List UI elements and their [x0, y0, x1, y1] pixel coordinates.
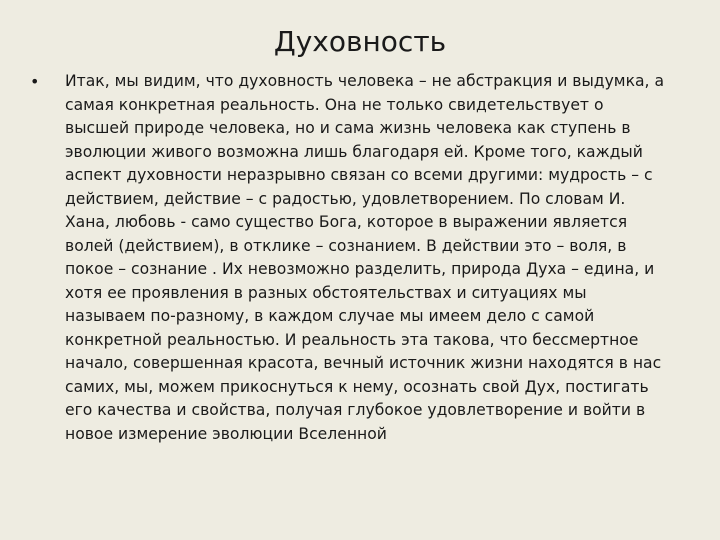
paragraph-line: Хана, любовь - само существо Бога, которое в выражении является: [65, 213, 628, 231]
bullet-marker: •: [30, 72, 40, 91]
paragraph-line: называем по-разному, в каждом случае мы имеем дело с самой: [65, 307, 595, 325]
bullet-paragraph: [65, 70, 695, 446]
paragraph-line: новое измерение эволюции Вселенной: [65, 424, 387, 443]
paragraph-line: волей (действием), в отклике – сознанием. В действии это – воля, в: [65, 236, 627, 255]
paragraph-line: начало, совершенная красота, вечный источник жизни находятся в нас: [65, 354, 662, 372]
paragraph-line: самих, мы, можем прикоснуться к нему, осознать свой Дух, постигать: [65, 377, 649, 396]
paragraph-line: покое – сознание . Их невозможно разделить, природа Духа – едина, и: [65, 260, 655, 278]
paragraph-line: его качества и свойства, получая глубокое удовлетворение и войти в: [65, 401, 646, 419]
paragraph-line: хотя ее проявления в разных обстоятельствах и ситуациях мы: [65, 283, 587, 302]
paragraph-line: эволюции живого возможна лишь благодаря ей. Кроме того, каждый: [65, 142, 643, 161]
paragraph-line: высшей природе человека, но и сама жизнь человека как ступень в: [65, 119, 631, 137]
paragraph-line: самая конкретная реальность. Она не только свидетельствует о: [65, 95, 604, 114]
paragraph-line: Итак, мы видим, что духовность человека – не абстракция и выдумка, а: [65, 72, 665, 90]
paragraph-line: конкретной реальностью. И реальность эта такова, что бессмертное: [65, 330, 639, 349]
slide-title: [0, 22, 720, 62]
paragraph-line: действием, действие – с радостью, удовлетворением. По словам И.: [65, 189, 626, 208]
slide-title-text: Духовность: [273, 25, 447, 58]
paragraph-line: аспект духовности неразрывно связан со всеми другими: мудрость – с: [65, 166, 653, 184]
